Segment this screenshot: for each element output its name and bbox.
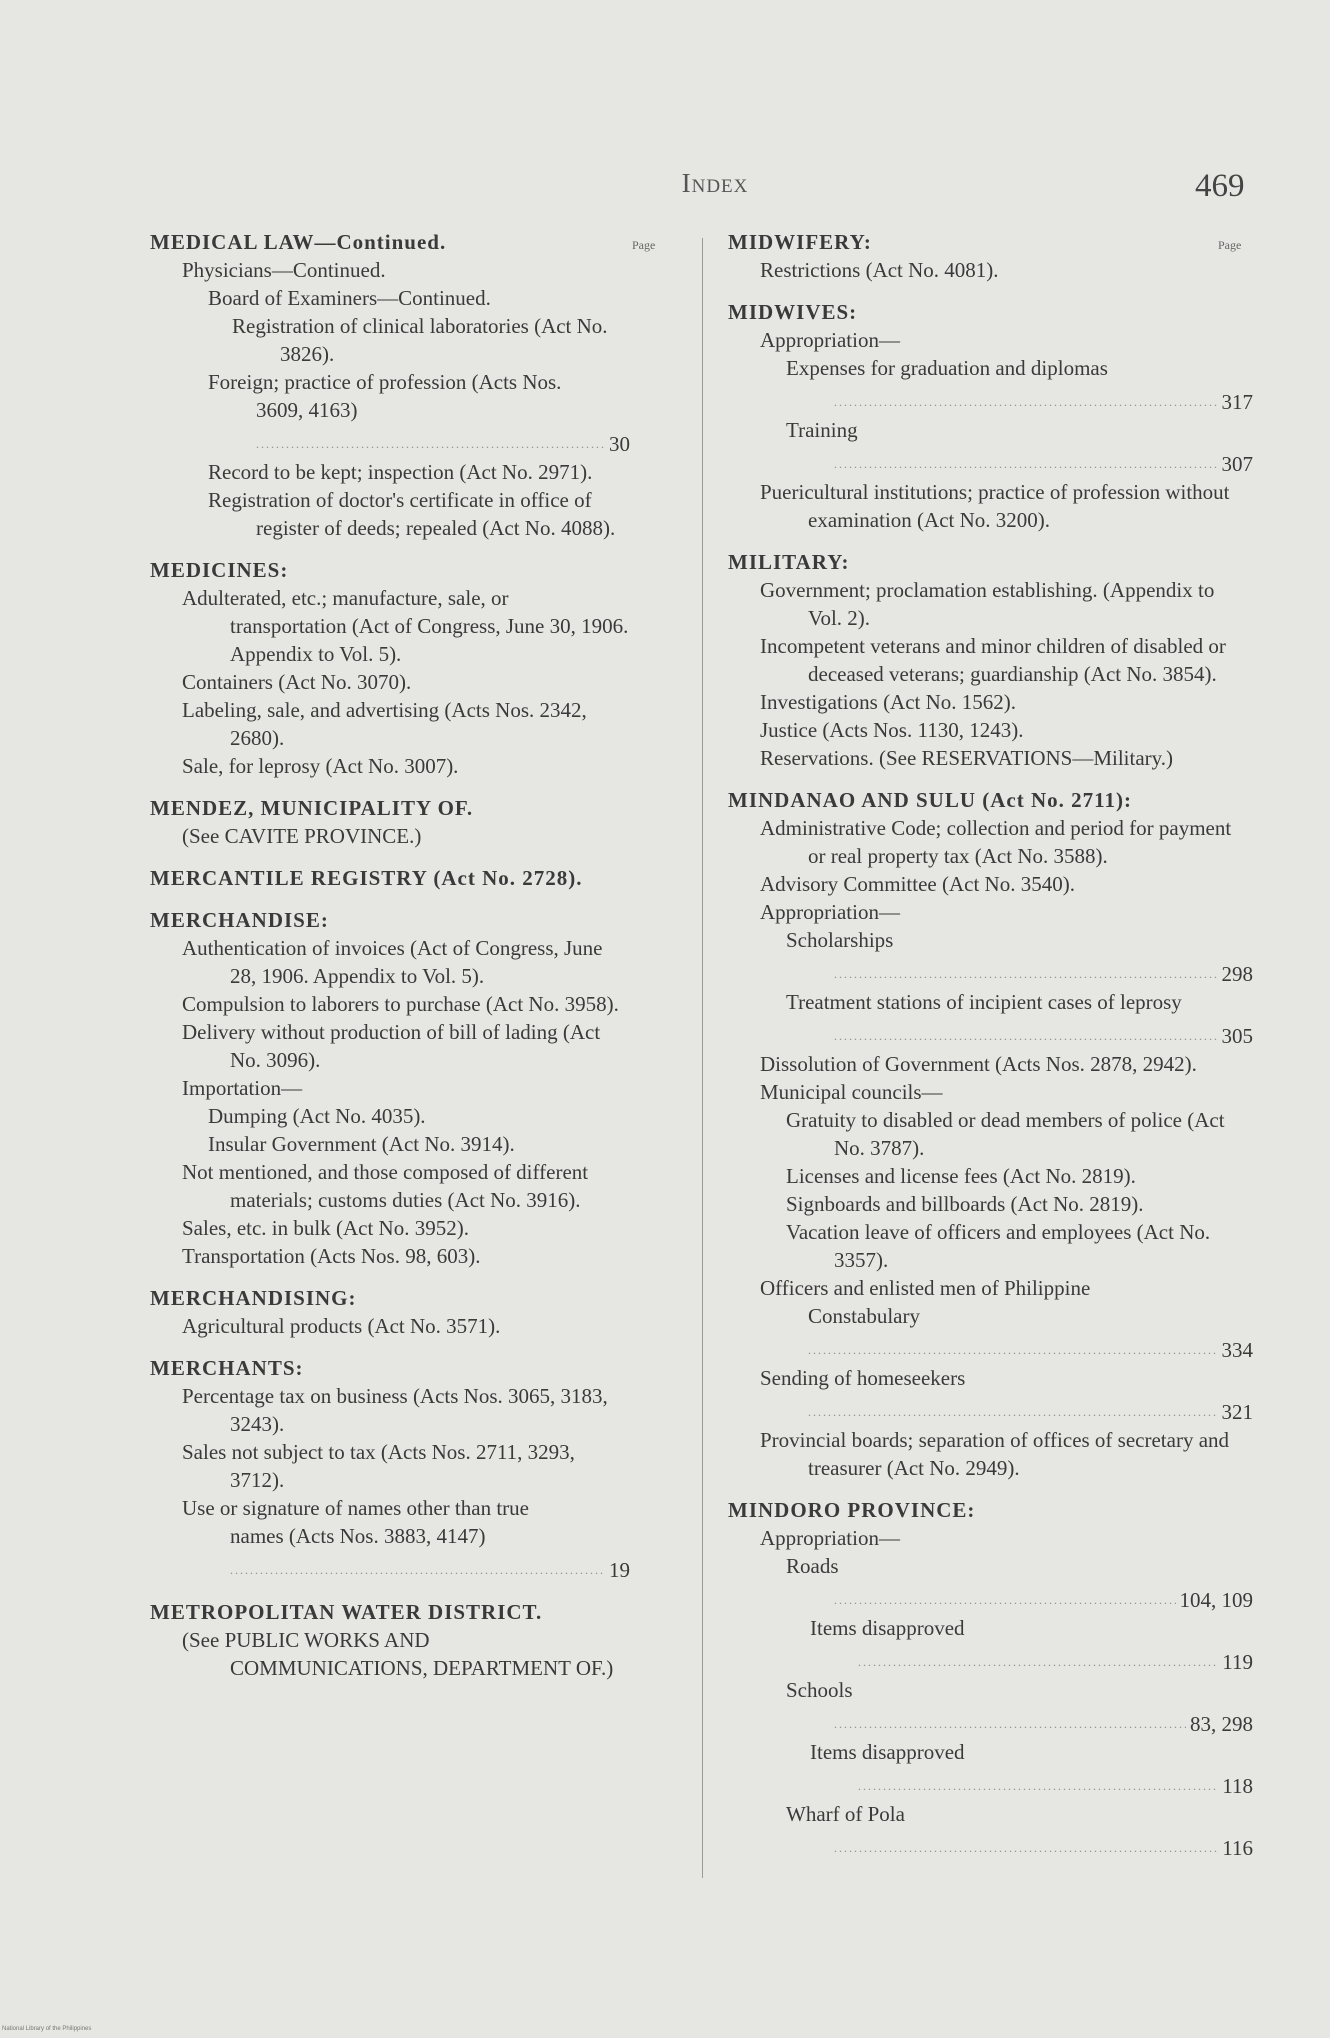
index-heading xyxy=(728,786,1253,814)
index-entry xyxy=(728,632,1253,688)
entry-text: MENDEZ, MUNICIPALITY OF. xyxy=(150,796,474,820)
entry-text: Signboards and billboards (Act No. 2819). xyxy=(786,1192,1144,1216)
index-entry xyxy=(728,1162,1253,1190)
entry-text: Sale, for leprosy (Act No. 3007). xyxy=(182,754,459,778)
index-entry xyxy=(150,284,630,312)
index-entry xyxy=(150,1312,630,1340)
entry-text: Not mentioned, and those composed of different materials; customs duties (Act No. 3916). xyxy=(182,1160,589,1212)
index-entry xyxy=(150,668,630,696)
page-reference: 83, 298 xyxy=(1186,1710,1253,1738)
index-entry xyxy=(150,1074,630,1102)
index-entry xyxy=(150,312,630,368)
index-entry xyxy=(728,1078,1253,1106)
index-entry xyxy=(728,1190,1253,1218)
entry-text: MINDORO PROVINCE: xyxy=(728,1498,976,1522)
entry-text: Gratuity to disabled or dead members of police (Act No. 3787). xyxy=(786,1108,1225,1160)
entry-text: Roads ..... xyxy=(834,1552,1193,1614)
entry-text: Containers (Act No. 3070). xyxy=(182,670,412,694)
entry-text: Record to be kept; inspection (Act No. 2971). xyxy=(208,460,593,484)
index-entry xyxy=(728,1552,1253,1614)
page-reference: 116 xyxy=(1218,1834,1253,1862)
entry-text: Foreign; practice of profession (Acts Nos. 3609, 4163) ..... xyxy=(256,368,570,458)
index-entry xyxy=(728,1218,1253,1274)
index-entry xyxy=(150,486,630,542)
page-reference: 298 xyxy=(1218,960,1254,988)
entry-text: Expenses for graduation and diplomas ..... xyxy=(834,354,1193,416)
entry-text: Adulterated, etc.; manufacture, sale, or transportation (Act of Congress, June 30, 1906. Appendix to Vol. 5). xyxy=(182,586,629,666)
index-entry xyxy=(150,1438,630,1494)
index-entry xyxy=(728,988,1253,1050)
index-entry xyxy=(150,1626,630,1682)
entry-text: Government; proclamation establishing. (Appendix to Vol. 2). xyxy=(760,578,1215,630)
index-entry xyxy=(150,256,630,284)
entry-text: Training ..... xyxy=(834,416,1193,478)
entry-text: MILITARY: xyxy=(728,550,850,574)
index-entry xyxy=(728,1274,1253,1364)
index-heading xyxy=(150,1354,630,1382)
page-reference: 104, 109 xyxy=(1176,1586,1254,1614)
page-reference: 119 xyxy=(1218,1648,1253,1676)
entry-text: MERCHANTS: xyxy=(150,1356,304,1380)
entry-text: Scholarships ..... xyxy=(834,926,1193,988)
page-number: 469 xyxy=(1195,168,1245,204)
index-entry xyxy=(728,898,1253,926)
entry-text: Reservations. (See RESERVATIONS—Military.) xyxy=(760,746,1174,770)
entry-text: Advisory Committee (Act No. 3540). xyxy=(760,872,1075,896)
page-reference: 19 xyxy=(605,1556,630,1584)
index-entry xyxy=(728,1738,1253,1800)
entry-text: (See CAVITE PROVINCE.) xyxy=(182,824,422,848)
entry-text: (See PUBLIC WORKS AND COMMUNICATIONS, DEPARTMENT OF.) xyxy=(182,1628,614,1680)
index-entry xyxy=(728,744,1253,772)
index-entry xyxy=(728,1800,1253,1862)
index-heading xyxy=(150,556,630,584)
index-entry xyxy=(728,870,1253,898)
page-reference: 321 xyxy=(1218,1398,1254,1426)
entry-text: MEDICAL LAW—Continued. xyxy=(150,230,447,254)
entry-text: Administrative Code; collection and period for payment or real property tax (Act No. 3588). xyxy=(760,816,1232,868)
index-entry xyxy=(728,1676,1253,1738)
running-title: Index xyxy=(681,168,749,198)
entry-text: Schools ..... xyxy=(834,1676,1193,1738)
entry-text: Sales, etc. in bulk (Act No. 3952). xyxy=(182,1216,469,1240)
index-entry xyxy=(728,1614,1253,1676)
index-entry xyxy=(728,576,1253,632)
entry-text: Appropriation— xyxy=(760,900,900,924)
entry-text: Physicians—Continued. xyxy=(182,258,386,282)
entry-text: Transportation (Acts Nos. 98, 603). xyxy=(182,1244,481,1268)
entry-text: Board of Examiners—Continued. xyxy=(208,286,491,310)
index-entry xyxy=(728,1426,1253,1482)
index-heading xyxy=(150,1598,630,1626)
entry-text: METROPOLITAN WATER DISTRICT. xyxy=(150,1600,543,1624)
index-entry xyxy=(150,822,630,850)
entry-text: Incompetent veterans and minor children of disabled or deceased veterans; guardianship (Act No. 3854). xyxy=(760,634,1226,686)
entry-text: Percentage tax on business (Acts Nos. 3065, 3183, 3243). xyxy=(182,1384,608,1436)
index-entry xyxy=(150,458,630,486)
entry-text: Importation— xyxy=(182,1076,303,1100)
index-entry xyxy=(728,354,1253,416)
entry-text: Sales not subject to tax (Acts Nos. 2711, 3293, 3712). xyxy=(182,1440,575,1492)
entry-text: Authentication of invoices (Act of Congress, June 28, 1906. Appendix to Vol. 5). xyxy=(182,936,603,988)
entry-text: Insular Government (Act No. 3914). xyxy=(208,1132,515,1156)
entry-text: MERCHANDISING: xyxy=(150,1286,357,1310)
index-heading xyxy=(150,864,630,892)
index-entry xyxy=(728,256,1253,284)
index-entry xyxy=(728,814,1253,870)
index-entry xyxy=(150,696,630,752)
entry-text: Compulsion to laborers to purchase (Act No. 3958). xyxy=(182,992,619,1016)
index-entry xyxy=(150,934,630,990)
entry-text: Vacation leave of officers and employees (Act No. 3357). xyxy=(786,1220,1211,1272)
index-entry xyxy=(728,1524,1253,1552)
entry-text: Delivery without production of bill of lading (Act No. 3096). xyxy=(182,1020,601,1072)
index-heading xyxy=(150,906,630,934)
entry-text: Items disapproved ..... xyxy=(858,1738,1193,1800)
index-heading xyxy=(728,298,1253,326)
entry-text: Appropriation— xyxy=(760,328,900,352)
entry-text: Municipal councils— xyxy=(760,1080,943,1104)
page-column-label: Page xyxy=(632,238,656,252)
entry-text: Dumping (Act No. 4035). xyxy=(208,1104,426,1128)
index-entry xyxy=(728,716,1253,744)
index-entry xyxy=(150,1214,630,1242)
page-reference: 30 xyxy=(605,430,630,458)
page-reference: 307 xyxy=(1218,450,1254,478)
index-entry xyxy=(150,1382,630,1438)
index-heading xyxy=(150,228,630,256)
index-entry xyxy=(728,926,1253,988)
index-entry xyxy=(150,1130,630,1158)
entry-text: MINDANAO AND SULU (Act No. 2711): xyxy=(728,788,1132,812)
page-reference: 334 xyxy=(1218,1336,1254,1364)
entry-text: MIDWIVES: xyxy=(728,300,858,324)
entry-text: Items disapproved ..... xyxy=(858,1614,1193,1676)
entry-text: Labeling, sale, and advertising (Acts Nos. 2342, 2680). xyxy=(182,698,587,750)
index-heading xyxy=(728,228,1253,256)
index-heading xyxy=(728,1496,1253,1524)
index-entry xyxy=(728,1050,1253,1078)
index-entry xyxy=(728,688,1253,716)
index-entry xyxy=(150,1158,630,1214)
column-divider xyxy=(702,238,703,1878)
footer-credit: National Library of the Philippines xyxy=(2,2026,92,2032)
index-entry xyxy=(150,990,630,1018)
entry-text: Officers and enlisted men of Philippine Constabulary ..... xyxy=(808,1274,1193,1364)
page-reference: 317 xyxy=(1218,388,1254,416)
entry-text: Registration of doctor's certificate in office of register of deeds; repealed (Act No. 4088). xyxy=(208,488,616,540)
page-reference: 118 xyxy=(1218,1772,1253,1800)
index-entry xyxy=(728,1106,1253,1162)
page-column-label: Page xyxy=(1218,238,1242,252)
index-entry xyxy=(728,416,1253,478)
index-entry xyxy=(150,1018,630,1074)
index-heading xyxy=(150,1284,630,1312)
index-entry xyxy=(150,368,630,458)
entry-text: MIDWIFERY: xyxy=(728,230,872,254)
entry-text: Puericultural institutions; practice of profession without examination (Act No. 3200). xyxy=(760,480,1230,532)
entry-text: Investigations (Act No. 1562). xyxy=(760,690,1017,714)
entry-text: Restrictions (Act No. 4081). xyxy=(760,258,999,282)
index-entry xyxy=(150,1242,630,1270)
entry-text: Use or signature of names other than true names (Acts Nos. 3883, 4147) ..... xyxy=(230,1494,570,1584)
index-entry xyxy=(728,478,1253,534)
entry-text: Agricultural products (Act No. 3571). xyxy=(182,1314,501,1338)
entry-text: Appropriation— xyxy=(760,1526,900,1550)
left-index-column xyxy=(150,228,630,1682)
index-entry xyxy=(150,1494,630,1584)
entry-text: Sending of homeseekers ..... xyxy=(808,1364,1193,1426)
right-index-column xyxy=(728,228,1253,1862)
entry-text: Treatment stations of incipient cases of leprosy ..... xyxy=(834,988,1193,1050)
entry-text: MERCHANDISE: xyxy=(150,908,329,932)
entry-text: MERCANTILE REGISTRY (Act No. 2728). xyxy=(150,866,583,890)
index-entry xyxy=(728,326,1253,354)
entry-text: Registration of clinical laboratories (Act No. 3826). xyxy=(232,314,608,366)
index-heading xyxy=(728,548,1253,576)
page-reference: 305 xyxy=(1218,1022,1254,1050)
entry-text: MEDICINES: xyxy=(150,558,289,582)
entry-text: Dissolution of Government (Acts Nos. 2878, 2942). xyxy=(760,1052,1197,1076)
index-entry xyxy=(150,1102,630,1130)
index-entry xyxy=(150,584,630,668)
index-entry xyxy=(150,752,630,780)
index-entry xyxy=(728,1364,1253,1426)
index-heading xyxy=(150,794,630,822)
entry-text: Provincial boards; separation of offices of secretary and treasurer (Act No. 2949). xyxy=(760,1428,1230,1480)
entry-text: Licenses and license fees (Act No. 2819). xyxy=(786,1164,1136,1188)
entry-text: Wharf of Pola ..... xyxy=(834,1800,1193,1862)
entry-text: Justice (Acts Nos. 1130, 1243). xyxy=(760,718,1024,742)
